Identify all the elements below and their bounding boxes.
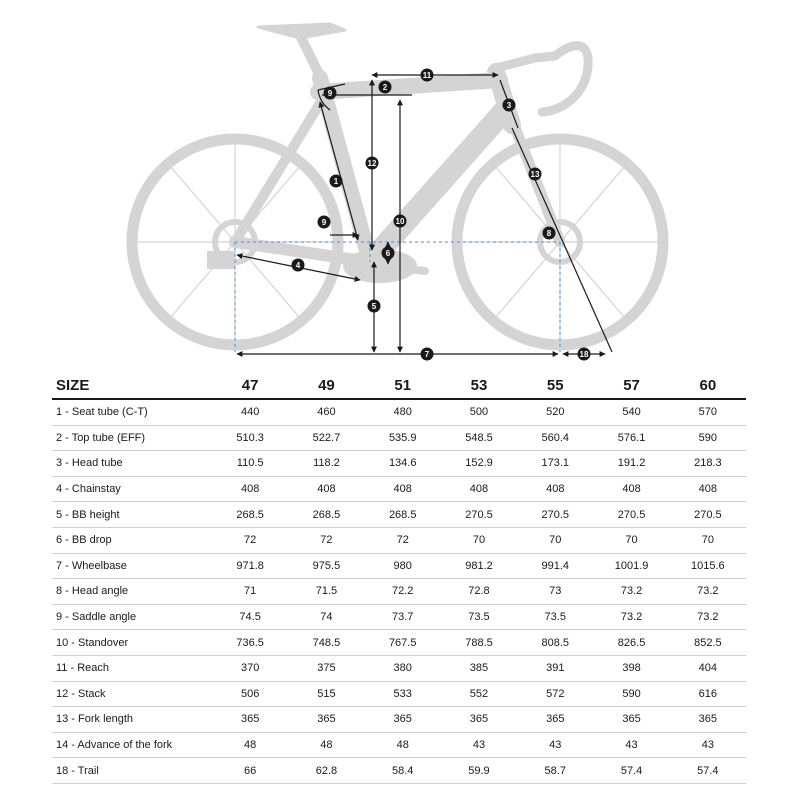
- top-tube: [318, 80, 500, 92]
- svg-text:11: 11: [422, 71, 432, 80]
- size-header: SIZE: [52, 372, 212, 399]
- callout-2: [379, 81, 392, 94]
- table-cell: 66: [212, 758, 288, 784]
- row-label: 14 - Advance of the fork: [52, 732, 212, 758]
- down-tube: [367, 110, 505, 262]
- table-cell: 408: [517, 476, 593, 502]
- svg-text:6: 6: [385, 249, 391, 258]
- table-row: [52, 425, 746, 451]
- table-cell: 510.3: [212, 425, 288, 451]
- table-cell: 520: [517, 399, 593, 425]
- table-cell: 515: [288, 681, 364, 707]
- table-cell: 535.9: [365, 425, 441, 451]
- table-cell: 408: [441, 476, 517, 502]
- callout-11: [421, 69, 434, 82]
- table-cell: 1015.6: [670, 553, 746, 579]
- table-row: [52, 553, 746, 579]
- table-cell: 391: [517, 655, 593, 681]
- table-cell: 72: [212, 527, 288, 553]
- table-row: [52, 732, 746, 758]
- row-label: 2 - Top tube (EFF): [52, 425, 212, 451]
- table-cell: 218.3: [670, 451, 746, 477]
- table-cell: 365: [365, 707, 441, 733]
- table-cell: 73.5: [517, 604, 593, 630]
- row-label: 10 - Standover: [52, 630, 212, 656]
- table-cell: 570: [670, 399, 746, 425]
- table-cell: 57.4: [593, 758, 669, 784]
- callout-1: [330, 175, 343, 188]
- table-cell: 408: [593, 476, 669, 502]
- table-cell: 268.5: [365, 502, 441, 528]
- row-label: 8 - Head angle: [52, 579, 212, 605]
- crank-arm: [380, 266, 425, 271]
- callout-8: [543, 227, 556, 240]
- table-row: [52, 707, 746, 733]
- table-cell: 540: [593, 399, 669, 425]
- table-cell: 365: [288, 707, 364, 733]
- table-cell: 43: [670, 732, 746, 758]
- svg-text:7: 7: [424, 350, 430, 359]
- table-cell: 533: [365, 681, 441, 707]
- table-cell: 43: [593, 732, 669, 758]
- table-cell: 788.5: [441, 630, 517, 656]
- callout-6: [382, 247, 395, 260]
- svg-text:13: 13: [530, 170, 540, 179]
- row-label: 18 - Trail: [52, 758, 212, 784]
- table-cell: 852.5: [670, 630, 746, 656]
- table-cell: 975.5: [288, 553, 364, 579]
- bike-geometry-diagram: [0, 0, 800, 370]
- size-53-header: 53: [441, 372, 517, 399]
- svg-text:10: 10: [395, 217, 405, 226]
- row-label: 1 - Seat tube (C-T): [52, 399, 212, 425]
- size-47-header: 47: [212, 372, 288, 399]
- table-cell: 460: [288, 399, 364, 425]
- table-cell: 440: [212, 399, 288, 425]
- table-cell: 548.5: [441, 425, 517, 451]
- table-cell: 43: [517, 732, 593, 758]
- table-cell: 375: [288, 655, 364, 681]
- bike-silhouette: [132, 24, 663, 345]
- table-cell: 74: [288, 604, 364, 630]
- callout-12: [366, 157, 379, 170]
- table-cell: 73.2: [593, 604, 669, 630]
- table-cell: 72.8: [441, 579, 517, 605]
- svg-text:8: 8: [546, 229, 552, 238]
- table-row: [52, 655, 746, 681]
- table-cell: 500: [441, 399, 517, 425]
- table-cell: 826.5: [593, 630, 669, 656]
- table-cell: 72.2: [365, 579, 441, 605]
- table-cell: 408: [365, 476, 441, 502]
- table-cell: 748.5: [288, 630, 364, 656]
- callout-13: [529, 168, 542, 181]
- geometry-table: [52, 372, 746, 784]
- table-row: [52, 399, 746, 425]
- table-cell: 73.2: [593, 579, 669, 605]
- callout-7: [421, 348, 434, 361]
- table-cell: 767.5: [365, 630, 441, 656]
- table-cell: 191.2: [593, 451, 669, 477]
- table-row: [52, 451, 746, 477]
- size-57-header: 57: [593, 372, 669, 399]
- svg-text:1: 1: [333, 177, 339, 186]
- table-cell: 616: [670, 681, 746, 707]
- table-cell: 365: [441, 707, 517, 733]
- table-row: [52, 527, 746, 553]
- table-cell: 57.4: [670, 758, 746, 784]
- table-cell: 365: [593, 707, 669, 733]
- table-cell: 522.7: [288, 425, 364, 451]
- table-cell: 70: [517, 527, 593, 553]
- table-cell: 590: [593, 681, 669, 707]
- table-row: [52, 502, 746, 528]
- table-cell: 590: [670, 425, 746, 451]
- rear-derailleur: [208, 252, 234, 268]
- table-cell: 74.5: [212, 604, 288, 630]
- row-label: 4 - Chainstay: [52, 476, 212, 502]
- table-cell: 48: [365, 732, 441, 758]
- table-cell: 808.5: [517, 630, 593, 656]
- table-cell: 173.1: [517, 451, 593, 477]
- table-cell: 70: [670, 527, 746, 553]
- table-cell: 58.7: [517, 758, 593, 784]
- table-cell: 270.5: [441, 502, 517, 528]
- callout-10: [394, 215, 407, 228]
- table-cell: 72: [365, 527, 441, 553]
- table-cell: 408: [212, 476, 288, 502]
- svg-text:18: 18: [579, 350, 589, 359]
- table-row: [52, 579, 746, 605]
- table-cell: 404: [670, 655, 746, 681]
- table-body: [52, 399, 746, 783]
- row-label: 11 - Reach: [52, 655, 212, 681]
- table-cell: 560.4: [517, 425, 593, 451]
- table-cell: 48: [288, 732, 364, 758]
- callout-3: [503, 99, 516, 112]
- table-cell: 152.9: [441, 451, 517, 477]
- table-cell: 365: [670, 707, 746, 733]
- table-cell: 73.2: [670, 579, 746, 605]
- table-cell: 991.4: [517, 553, 593, 579]
- table-cell: 43: [441, 732, 517, 758]
- row-label: 12 - Stack: [52, 681, 212, 707]
- table-cell: 980: [365, 553, 441, 579]
- table-cell: 398: [593, 655, 669, 681]
- table-cell: 73.5: [441, 604, 517, 630]
- table-cell: 270.5: [593, 502, 669, 528]
- table-cell: 1001.9: [593, 553, 669, 579]
- row-label: 6 - BB drop: [52, 527, 212, 553]
- table-row: [52, 758, 746, 784]
- svg-text:3: 3: [506, 101, 512, 110]
- table-row: [52, 681, 746, 707]
- table-cell: 59.9: [441, 758, 517, 784]
- svg-text:9: 9: [327, 89, 333, 98]
- row-label: 13 - Fork length: [52, 707, 212, 733]
- table-cell: 134.6: [365, 451, 441, 477]
- table-cell: 71.5: [288, 579, 364, 605]
- table-cell: 268.5: [288, 502, 364, 528]
- svg-text:12: 12: [367, 159, 377, 168]
- svg-text:5: 5: [371, 302, 377, 311]
- table-cell: 380: [365, 655, 441, 681]
- callout-9-saddle: [324, 87, 337, 100]
- row-label: 5 - BB height: [52, 502, 212, 528]
- table-cell: 58.4: [365, 758, 441, 784]
- table-cell: 506: [212, 681, 288, 707]
- table-cell: 48: [212, 732, 288, 758]
- table-cell: 73: [517, 579, 593, 605]
- table-cell: 736.5: [212, 630, 288, 656]
- table-cell: 270.5: [670, 502, 746, 528]
- table-cell: 552: [441, 681, 517, 707]
- table-cell: 981.2: [441, 553, 517, 579]
- table-cell: 385: [441, 655, 517, 681]
- table-cell: 118.2: [288, 451, 364, 477]
- table-cell: 70: [593, 527, 669, 553]
- measure-head-axis: [512, 128, 612, 352]
- table-row: [52, 604, 746, 630]
- svg-text:2: 2: [382, 83, 388, 92]
- table-cell: 365: [517, 707, 593, 733]
- table-cell: 370: [212, 655, 288, 681]
- row-label: 3 - Head tube: [52, 451, 212, 477]
- table-cell: 572: [517, 681, 593, 707]
- seatpost: [300, 35, 318, 72]
- size-49-header: 49: [288, 372, 364, 399]
- table-cell: 268.5: [212, 502, 288, 528]
- table-row: [52, 476, 746, 502]
- table-cell: 72: [288, 527, 364, 553]
- table-header-row: [52, 372, 746, 399]
- table-cell: 408: [670, 476, 746, 502]
- table-cell: 110.5: [212, 451, 288, 477]
- callout-4: [292, 259, 305, 272]
- row-label: 9 - Saddle angle: [52, 604, 212, 630]
- svg-text:9: 9: [321, 218, 327, 227]
- table-cell: 480: [365, 399, 441, 425]
- table-cell: 576.1: [593, 425, 669, 451]
- size-55-header: 55: [517, 372, 593, 399]
- table-cell: 62.8: [288, 758, 364, 784]
- saddle: [258, 24, 345, 38]
- table-cell: 71: [212, 579, 288, 605]
- table-cell: 270.5: [517, 502, 593, 528]
- table-cell: 365: [212, 707, 288, 733]
- callout-9-seat: [318, 216, 331, 229]
- table-cell: 408: [288, 476, 364, 502]
- table-cell: 971.8: [212, 553, 288, 579]
- table-row: [52, 630, 746, 656]
- size-60-header: 60: [670, 372, 746, 399]
- table-cell: 73.2: [670, 604, 746, 630]
- table-cell: 73.7: [365, 604, 441, 630]
- size-51-header: 51: [365, 372, 441, 399]
- svg-text:4: 4: [295, 261, 301, 270]
- callout-18: [578, 348, 591, 361]
- table-cell: 70: [441, 527, 517, 553]
- row-label: 7 - Wheelbase: [52, 553, 212, 579]
- callout-5: [368, 300, 381, 313]
